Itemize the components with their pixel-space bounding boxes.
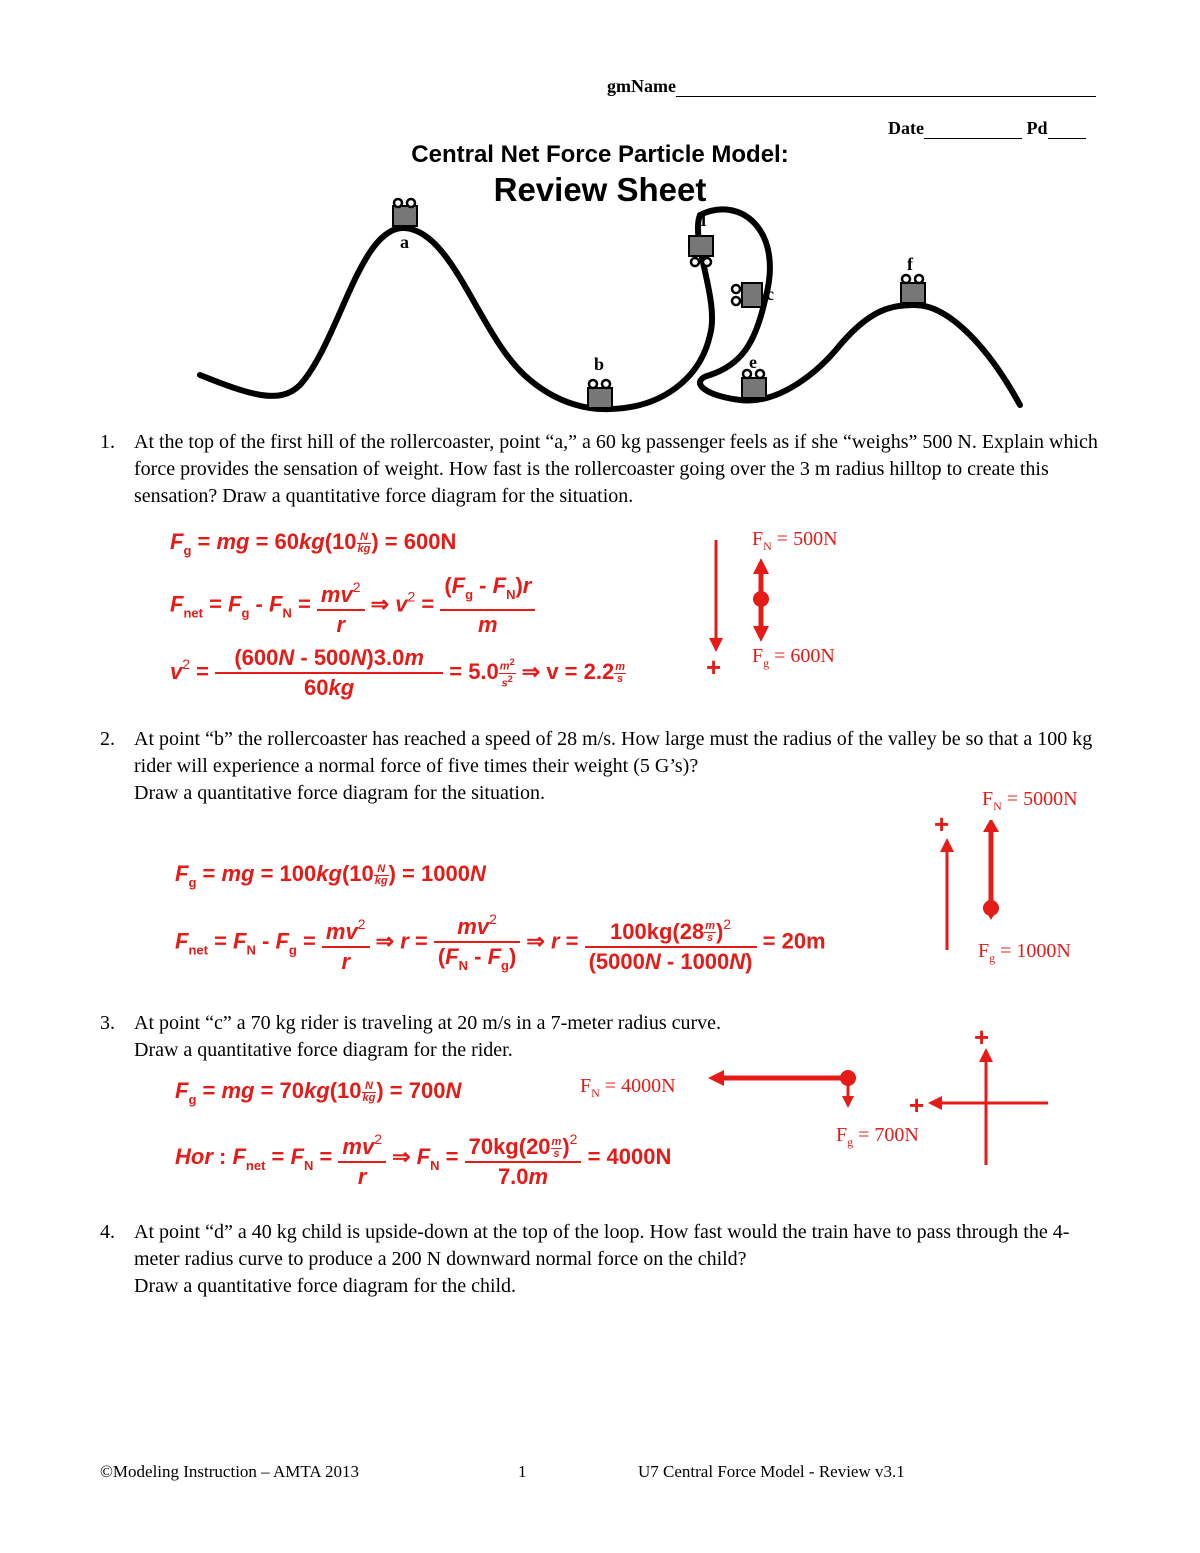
q3-result: 4000N: [606, 1143, 672, 1169]
rollercoaster-diagram: [0, 190, 1200, 420]
q1-normal-label: $F_N = 500N$: [752, 528, 838, 553]
q2-gravity-label: $F_g = 1000N$: [978, 940, 1071, 965]
footer-doc-title: U7 Central Force Model - Review v3.1: [638, 1462, 905, 1481]
question-number: 2.: [100, 728, 115, 750]
q3-plus-vertical: +: [974, 1022, 990, 1052]
question-2: [100, 726, 1110, 808]
q1-gravity-label: $F_g = 600N$: [752, 645, 835, 670]
q1-result: 2.2: [583, 658, 615, 684]
point-label-f: f: [907, 254, 913, 274]
question-number: 3.: [100, 1012, 115, 1034]
question-1: [100, 429, 1110, 511]
question-instruction: Draw a quantitative force diagram for the rider.: [134, 1039, 513, 1061]
pd-label: Pd: [1026, 118, 1048, 138]
q1-plus-sign: +: [706, 652, 722, 682]
date-label: Date: [888, 118, 924, 138]
car-f: [901, 275, 925, 303]
point-label-b: b: [594, 354, 605, 374]
date-field: [888, 118, 1086, 139]
q2-force-diagram: [930, 820, 1010, 960]
q2-normal-label: $F_N = 5000N$: [982, 788, 1078, 813]
footer-copyright: ©Modeling Instruction – AMTA 2013: [100, 1462, 359, 1481]
q3-eq-normal: Hor : $F_{net} = F_N$ = $\frac{mv^2}{r}$ ⇒ $F_N$ = 70kg(20 $\frac{m}{s}$ )$^2$ 7.0m = 4000N: [175, 1125, 671, 1191]
name-field: [607, 76, 1096, 97]
q3-axes: [920, 1045, 1060, 1170]
q2-eq-gravity: $F_g$ = mg = 100kg(10 $\frac{N}{kg}$ ) = 1000N: [175, 861, 486, 890]
q2-plus-sign: +: [934, 809, 950, 839]
q1-eq-net: $F_{net} = F_g - F_N$ = $\frac{mv^2}{r}$ ⇒ $v^2$ = $\frac{(F_g - F_N)r}{m}$: [170, 572, 535, 639]
car-a: [393, 199, 417, 226]
question-instruction: Draw a quantitative force diagram for the child.: [134, 1275, 517, 1297]
car-c: [732, 283, 762, 307]
date-line: [924, 138, 1022, 139]
question-text: At point “b” the rollercoaster has reached a speed of 28 m/s. How large must the radius of the valley be so that a 100 kg rider will experience a normal force of five times their weight (5 G’s)?: [134, 728, 1093, 777]
point-label-c: c: [766, 284, 774, 304]
page-subtitle: Review Sheet: [493, 171, 707, 208]
q1-eq-velocity: $v^2$ = $\frac{(600N - 500N)3.0m}{60kg}$ = 5.0 $\frac{m^2}{s^2}$ ⇒ v = 2.2 $\frac{m}{s}$: [170, 645, 625, 700]
car-b: [588, 380, 612, 408]
question-text: At point “c” a 70 kg rider is traveling at 20 m/s in a 7-meter radius curve.: [134, 1012, 722, 1034]
question-4: [100, 1219, 1110, 1301]
question-instruction: Draw a quantitative force diagram for the situation.: [134, 782, 545, 804]
page-title: Central Net Force Particle Model:: [411, 141, 789, 168]
q3-normal-label: $F_N = 4000N$: [580, 1075, 676, 1100]
car-e: [742, 370, 766, 398]
q1-eq-gravity: $F_g$ = mg = 60kg(10 $\frac{N}{kg}$ ) = 600N: [170, 529, 457, 558]
name-label: gmName: [607, 76, 676, 96]
question-text: At point “d” a 40 kg child is upside-down at the top of the loop. How fast would the train have to pass through the 4-meter radius curve to produce a 200 N downward normal force on the child?: [134, 1221, 1070, 1270]
q3-plus-horizontal: +: [909, 1090, 925, 1120]
pd-line: [1048, 138, 1086, 139]
question-number: 4.: [100, 1221, 115, 1243]
point-label-e: e: [749, 352, 757, 372]
question-number: 1.: [100, 431, 115, 453]
point-label-a: a: [400, 232, 409, 252]
q3-eq-gravity: $F_g$ = mg = 70kg(10 $\frac{N}{kg}$ ) = 700N: [175, 1078, 462, 1107]
coaster-track: [200, 209, 1020, 409]
q2-result: 20m: [781, 928, 826, 954]
question-text: At the top of the first hill of the rollercoaster, point “a,” a 60 kg passenger feels as if she “weighs” 500 N. Explain which force provides the sensation of weight. How fast is the rollercoaster going over the 3 m radius hilltop to create this sensation? Draw a quantitative force diagram for the situation.: [134, 431, 1098, 507]
q2-eq-radius: $F_{net} = F_N - F_g$ = $\frac{mv^2}{r}$ ⇒ r = $\frac{mv^2}{(F_N - F_g)}$ ⇒ r = 100kg(28 $\frac{m}{s}$ )$^2$ (5000N - 1000N) = 20m: [175, 905, 826, 980]
q3-force-diagram: [700, 1060, 870, 1120]
name-line: [676, 96, 1096, 97]
point-label-d: d: [696, 210, 707, 230]
q3-gravity-label: $F_g = 700N$: [836, 1124, 919, 1149]
footer-page-number: 1: [518, 1462, 527, 1481]
